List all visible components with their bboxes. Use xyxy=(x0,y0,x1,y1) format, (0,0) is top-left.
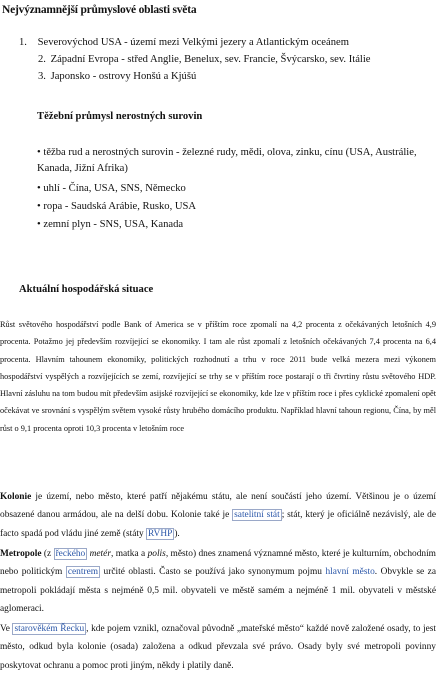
list-number: 1. xyxy=(19,37,27,48)
list-item-text: Japonsko - ostrovy Honšú a Kjúšú xyxy=(50,71,197,82)
situation-paragraph: Růst světového hospodářství podle Bank of America se v příštím roce zpomalí na 4,2 procenta z očekávaných letošních 4,9 procenta. Potažmo jej především rozvíjející se ekonomiky. I tam ale růst zpomalí z letošních očekávaných 7,4 procenta na 6,4 procenta. Hlavním tahounem ekonomiky, politických rozhodnutí a trhu v roce 2011 bude velká mezera mezi výkonem hospodářství vyspělých a rozvíjejících se zemí, rozvíjející se trhy se v příštím roce postarají o tři čtvrtiny růstu světového HDP. Hlavní zásluhu na tom budou mít především asijské rozvíjející se ekonomiky, kde lze v příštím roce i přes cyklické zpomalení opět očekávat ve srovnání s vyspělým světem vysoké růsty hrubého domácího produktu. Například hlavní tahoun regionu, Čína, by měl růst o 9,1 procenta oproti 10,3 procenta v letošním roce xyxy=(0,320,436,433)
list-item xyxy=(38,71,196,82)
capital-city-link[interactable]: hlavní město xyxy=(325,567,375,578)
bullet-text: uhlí - Čína, USA, SNS, Německo xyxy=(43,183,186,194)
situation-heading: Aktuální hospodářská situace xyxy=(19,284,154,295)
greek-link[interactable]: řeckého xyxy=(55,549,86,559)
metropolis-text: , matka a xyxy=(110,549,148,559)
center-link[interactable]: centrem xyxy=(67,567,99,578)
bullet-icon: • xyxy=(37,183,41,194)
bullet-icon: • xyxy=(37,147,41,158)
page-heading: Nejvýznamnější průmyslové oblasti světa xyxy=(2,4,197,16)
list-item-text: Severovýchod USA - území mezi Velkými jezery a Atlantickým oceánem xyxy=(37,37,349,48)
metropolis-paragraph xyxy=(0,545,436,618)
colony-term: Kolonie xyxy=(0,492,32,502)
bullet-item xyxy=(37,199,427,215)
bullet-item xyxy=(37,145,427,177)
mining-heading: Těžební průmysl nerostných surovin xyxy=(37,111,203,122)
satellite-state-link[interactable]: satelitní stát xyxy=(234,510,280,521)
bullet-icon: • xyxy=(37,219,41,230)
colony-text: ). xyxy=(174,528,180,539)
rvhp-link[interactable]: RVHP xyxy=(148,528,173,539)
list-item xyxy=(38,54,371,65)
metropolis-text: . Obvykle se za metropoli pokládají města s nejméně 0,5 mil. obyvateli ve městě samém a nejméně 1 mil. obyvateli v městské aglomeraci. xyxy=(0,567,436,614)
metropolis-term: Metropole xyxy=(0,549,42,559)
bullet-text: ropa - Saudská Arábie, Rusko, USA xyxy=(43,201,197,212)
metropolis-italic: metér xyxy=(87,549,111,559)
colony-text: je území, nebo město, které patří nějakému státu, ale není součástí jeho území. Většinou je o území obsazené danou armádou, ale na delší dobu. Kolonie také je xyxy=(0,492,436,521)
bullet-icon: • xyxy=(37,201,41,212)
list-number: 3. xyxy=(38,71,46,82)
colony-text: ; stát, který je oficiálně nezávislý, ale de facto spadá pod vládu jiné země (státy xyxy=(0,510,436,539)
bullet-text: zemní plyn - SNS, USA, Kanada xyxy=(43,219,184,230)
metropolis-text: (z xyxy=(41,549,54,559)
ancient-greece-link[interactable]: starověkém Řecku xyxy=(14,624,85,634)
list-number: 2. xyxy=(38,54,46,65)
greece-text: , kde pojem vznikl, označoval původně „mateřské město“ každé nově založené osady, to jest město, odkud byla kolonie (osada) založena a odkud převzala své právo. Osady byly své metropoli povinny poskytovat ochranu a pomoc proti jiným, někdy i platily daně. xyxy=(0,624,436,671)
greece-paragraph xyxy=(0,620,436,675)
metropolis-text: určité oblasti. Často se používá jako synonymum pojmu xyxy=(100,567,326,578)
bullet-text: těžba rud a nerostných surovin - železné rudy, mědi, olova, zinku, cínu (USA, Austrálie, Kanada, Jižní Afrika) xyxy=(37,147,417,174)
metropolis-italic: polis xyxy=(147,549,166,559)
bullet-item xyxy=(37,217,427,233)
list-item-text: Západní Evropa - střed Anglie, Benelux, sev. Francie, Švýcarsko, sev. Itálie xyxy=(50,54,371,65)
bullet-item xyxy=(37,181,427,197)
greece-text: Ve xyxy=(0,624,13,634)
colony-paragraph xyxy=(0,488,436,543)
list-item xyxy=(19,37,349,48)
metropolis-text: , město) dnes znamená významné město, které je kulturním, obchodním nebo politickým xyxy=(0,549,436,578)
